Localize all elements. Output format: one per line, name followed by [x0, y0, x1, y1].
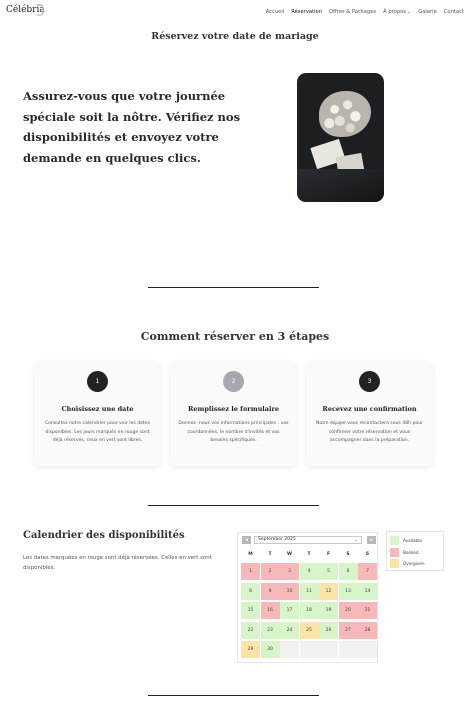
calendar-day[interactable]: 17 — [280, 602, 299, 619]
calendar-day-empty — [339, 641, 358, 658]
calendar-day[interactable]: 9 — [261, 583, 280, 600]
calendar-day[interactable]: 11 — [300, 583, 319, 600]
weekday-header: M — [248, 552, 253, 557]
step-card-3 — [306, 360, 433, 466]
calendar-day[interactable]: 13 — [339, 583, 358, 600]
calendar-day[interactable]: 5 — [319, 563, 338, 580]
calendar-day[interactable]: 24 — [280, 622, 299, 639]
month-select-value: September 2025 — [258, 537, 296, 542]
month-select[interactable] — [254, 536, 362, 544]
calendar-day[interactable]: 18 — [300, 602, 319, 619]
calendar-day[interactable]: 2 — [261, 563, 280, 580]
weekday-header: F — [326, 552, 331, 557]
step-number-badge: 2 — [223, 371, 244, 392]
weekday-header: T — [307, 552, 311, 557]
step-title: Remplissez le formulaire — [187, 405, 280, 413]
hero-image-bouquet — [297, 73, 384, 202]
weekday-header: T — [268, 552, 272, 557]
legend-label: Booked — [403, 549, 419, 555]
hero-title: Réservez votre date de mariage — [151, 31, 319, 42]
calendar-day-empty — [358, 641, 377, 658]
calendar-prev-button[interactable]: ◂ — [242, 536, 251, 544]
availability-calendar — [237, 532, 378, 663]
calendar-day[interactable]: 16 — [261, 602, 280, 619]
step-title: Recevez une confirmation — [322, 405, 417, 413]
step-description: Consultez notre calendrier pour voir les dates disponibles. Les jours marqués en rouge sont déjà réservés, ceux en vert sont libres. — [44, 421, 151, 443]
calendar-day[interactable]: 21 — [358, 602, 377, 619]
calendar-section-title: Calendrier des disponibilités — [23, 530, 185, 541]
nav-item-offres[interactable]: Offres & Packages — [329, 9, 377, 15]
steps-list — [34, 360, 434, 466]
calendar-day[interactable]: 6 — [339, 563, 358, 580]
nav-item-accueil[interactable]: Accueil — [265, 9, 285, 15]
calendar-day[interactable]: 10 — [280, 583, 299, 600]
calendar-day[interactable]: 23 — [261, 622, 280, 639]
calendar-section-description: Les dates marquées en rouge sont déjà réservées. Celles en vert sont disponibles. — [23, 555, 212, 571]
calendar-day-empty — [300, 641, 319, 658]
nav-item-reservation[interactable]: Réservation — [291, 9, 323, 15]
legend-swatch — [390, 559, 399, 568]
logo-arc-icon — [35, 4, 44, 16]
calendar-day-empty — [319, 641, 338, 658]
main-nav — [266, 9, 464, 15]
calendar-day[interactable]: 1 — [241, 563, 260, 580]
weekday-header: S — [365, 552, 370, 557]
calendar-day[interactable]: 28 — [358, 622, 377, 639]
step-title: Choisissez une date — [61, 405, 134, 413]
calendar-day[interactable]: 20 — [339, 602, 358, 619]
nav-item-a-propos-label: À propos — [383, 9, 406, 15]
calendar-day[interactable]: 12 — [319, 583, 338, 600]
weekday-header: S — [346, 552, 350, 557]
step-number-badge: 3 — [359, 371, 380, 392]
legend-item — [390, 559, 445, 568]
section-divider — [148, 695, 319, 696]
step-number-badge: 1 — [87, 371, 108, 392]
section-divider — [148, 505, 319, 506]
calendar-day[interactable]: 29 — [241, 641, 260, 658]
legend-label: Available — [403, 538, 422, 543]
calendar-day[interactable]: 3 — [280, 563, 299, 580]
site-header — [0, 0, 470, 24]
flower-bouquet-graphic — [319, 91, 371, 137]
hero-text: Assurez-vous que votre journée spéciale soit la nôtre. Vérifiez nos disponibilités et envoyez votre demande en quelques clics. — [23, 89, 241, 165]
calendar-day[interactable]: 27 — [339, 622, 358, 639]
calendar-day[interactable]: 19 — [319, 602, 338, 619]
legend-swatch — [390, 536, 399, 545]
nav-item-a-propos[interactable] — [383, 9, 411, 15]
nav-item-galerie[interactable]: Galerie — [418, 9, 437, 15]
calendar-day[interactable]: 30 — [261, 641, 280, 658]
calendar-legend — [386, 531, 444, 571]
site-logo[interactable]: Célébria — [6, 5, 45, 15]
calendar-next-button[interactable]: ▸ — [367, 536, 376, 544]
legend-label: Overgiven — [403, 561, 425, 566]
nav-item-contact[interactable]: Contact — [443, 9, 464, 15]
calendar-day[interactable]: 25 — [300, 622, 319, 639]
calendar-day[interactable]: 7 — [358, 563, 377, 580]
section-divider — [148, 287, 319, 288]
step-card-2 — [170, 360, 297, 466]
steps-title: Comment réserver en 3 étapes — [140, 330, 330, 343]
step-description: Notre équipe vous recontactera sous 48h pour confirmer votre réservation et vous accompagner dans la préparation. — [315, 421, 424, 443]
calendar-day[interactable]: 22 — [241, 622, 260, 639]
chevron-down-icon: ⌄ — [353, 537, 358, 543]
calendar-day[interactable]: 8 — [241, 583, 260, 600]
legend-swatch — [390, 548, 399, 557]
calendar-day[interactable]: 15 — [241, 602, 260, 619]
calendar-day-empty — [280, 641, 299, 658]
chevron-down-icon: ⌄ — [407, 9, 412, 15]
legend-item — [390, 548, 445, 557]
calendar-day[interactable]: 14 — [358, 583, 377, 600]
step-card-1 — [34, 360, 161, 466]
calendar-day[interactable]: 4 — [300, 563, 319, 580]
cloth-graphic — [297, 169, 384, 202]
calendar-day[interactable]: 26 — [319, 622, 338, 639]
legend-item — [390, 536, 445, 545]
weekday-header: W — [287, 552, 292, 557]
step-description: Donnez -nous vos informations principales : vos coordonnées, le nombre d'invités et vos besoins spécifiques. — [178, 421, 289, 443]
